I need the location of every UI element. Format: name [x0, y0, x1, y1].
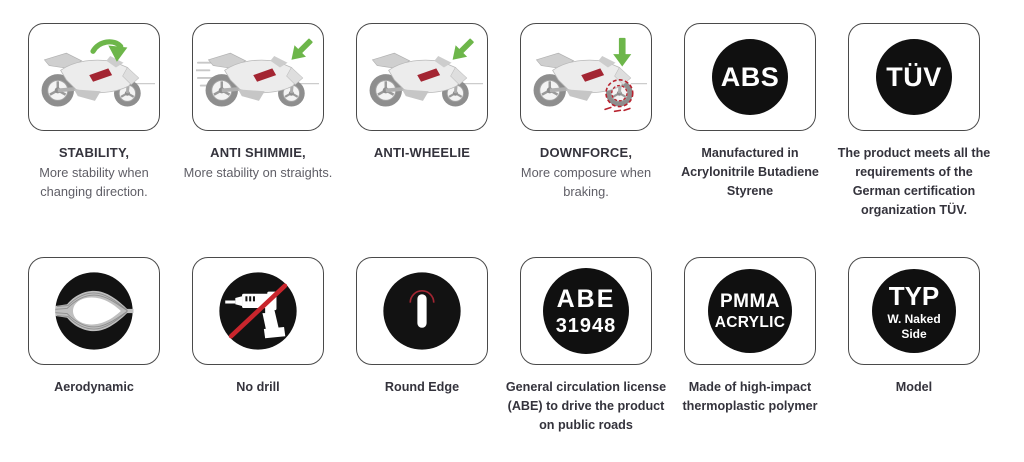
motorcycle-speedlines-arrow-icon — [196, 36, 320, 118]
abe-badge-line1: ABE — [556, 284, 616, 313]
no-drill-icon-box — [192, 257, 324, 365]
anti-shimmie-title: ANTI SHIMMIE, — [210, 145, 306, 160]
downforce-title: DOWNFORCE, — [539, 145, 633, 160]
abs-badge-icon — [712, 39, 788, 115]
motorcycle-down-arrow-icon — [524, 36, 648, 118]
feature-tile-tuv — [837, 23, 991, 257]
typ-badge-icon — [872, 269, 956, 353]
abs-badge-text: ABS — [720, 61, 780, 92]
motorcycle-turn-arrow-icon — [32, 36, 156, 118]
motorcycle-diagonal-arrow-icon — [360, 36, 484, 118]
feature-tile-pmma — [684, 257, 816, 435]
airfoil-icon — [52, 269, 136, 353]
downforce-subtitle: More composure when braking. — [520, 165, 652, 199]
feature-tile-abs-material — [681, 23, 819, 257]
aerodynamic-icon-box — [28, 257, 160, 365]
typ-badge-line2: W. Naked — [887, 311, 941, 326]
downforce-caption — [504, 144, 668, 201]
abe-badge-icon — [543, 268, 629, 354]
stability-caption — [12, 144, 176, 201]
stability-illustration-box — [28, 23, 160, 131]
stability-subtitle: More stability when changing direction. — [39, 165, 149, 199]
feature-tile-stability — [28, 23, 160, 257]
anti-shimmie-caption — [176, 144, 340, 183]
typ-caption — [832, 378, 996, 397]
pmma-caption — [668, 378, 832, 416]
anti-wheelie-caption — [340, 144, 504, 162]
no-drill-caption — [176, 378, 340, 397]
pmma-badge-box — [684, 257, 816, 365]
feature-tile-downforce — [520, 23, 652, 257]
stability-title: STABILITY, — [58, 145, 130, 160]
tuv-caption — [832, 144, 996, 220]
round-edge-caption — [340, 378, 504, 397]
no-drill-label: No drill — [236, 380, 280, 394]
no-drill-icon — [216, 269, 300, 353]
anti-shimmie-subtitle: More stability on straights. — [183, 165, 333, 181]
feature-tile-aerodynamic — [28, 257, 160, 435]
typ-description: Model — [895, 380, 933, 394]
anti-wheelie-title: ANTI-WHEELIE — [373, 145, 471, 160]
tuv-badge-icon — [876, 39, 952, 115]
abs-caption — [668, 144, 832, 201]
anti-wheelie-illustration-box — [356, 23, 488, 131]
round-edge-icon-box — [356, 257, 488, 365]
feature-tile-anti-wheelie — [356, 23, 488, 257]
pmma-badge-line1: PMMA — [719, 290, 781, 312]
abs-badge-box — [684, 23, 816, 131]
tuv-badge-text: TÜV — [886, 61, 942, 92]
feature-tile-anti-shimmie — [183, 23, 333, 257]
abe-caption — [504, 378, 668, 435]
feature-tile-model-type — [848, 257, 980, 435]
aerodynamic-label: Aerodynamic — [54, 380, 134, 394]
round-edge-icon — [380, 269, 464, 353]
downforce-illustration-box — [520, 23, 652, 131]
feature-tile-abe-license — [505, 257, 667, 435]
anti-shimmie-illustration-box — [192, 23, 324, 131]
aerodynamic-caption — [12, 378, 176, 397]
abs-description: Manufactured in Acrylonitrile Butadiene Styrene — [681, 146, 819, 198]
typ-badge-line1: TYP — [888, 280, 940, 311]
abe-description: General circulation license (ABE) to drive the product on public roads — [505, 380, 667, 432]
tuv-badge-box — [848, 23, 980, 131]
pmma-description: Made of high-impact thermoplastic polymer — [682, 380, 818, 413]
pmma-badge-icon — [708, 269, 792, 353]
pmma-badge-line2: ACRYLIC — [714, 313, 786, 331]
abe-badge-line2: 31948 — [555, 314, 617, 337]
feature-tile-round-edge — [356, 257, 488, 435]
abe-badge-box — [520, 257, 652, 365]
typ-badge-line3: Side — [901, 326, 927, 341]
tuv-description: The product meets all the requirements of the German certification organization TÜV. — [837, 146, 991, 217]
typ-badge-box — [848, 257, 980, 365]
round-edge-label: Round Edge — [384, 380, 460, 394]
feature-tile-no-drill — [192, 257, 324, 435]
